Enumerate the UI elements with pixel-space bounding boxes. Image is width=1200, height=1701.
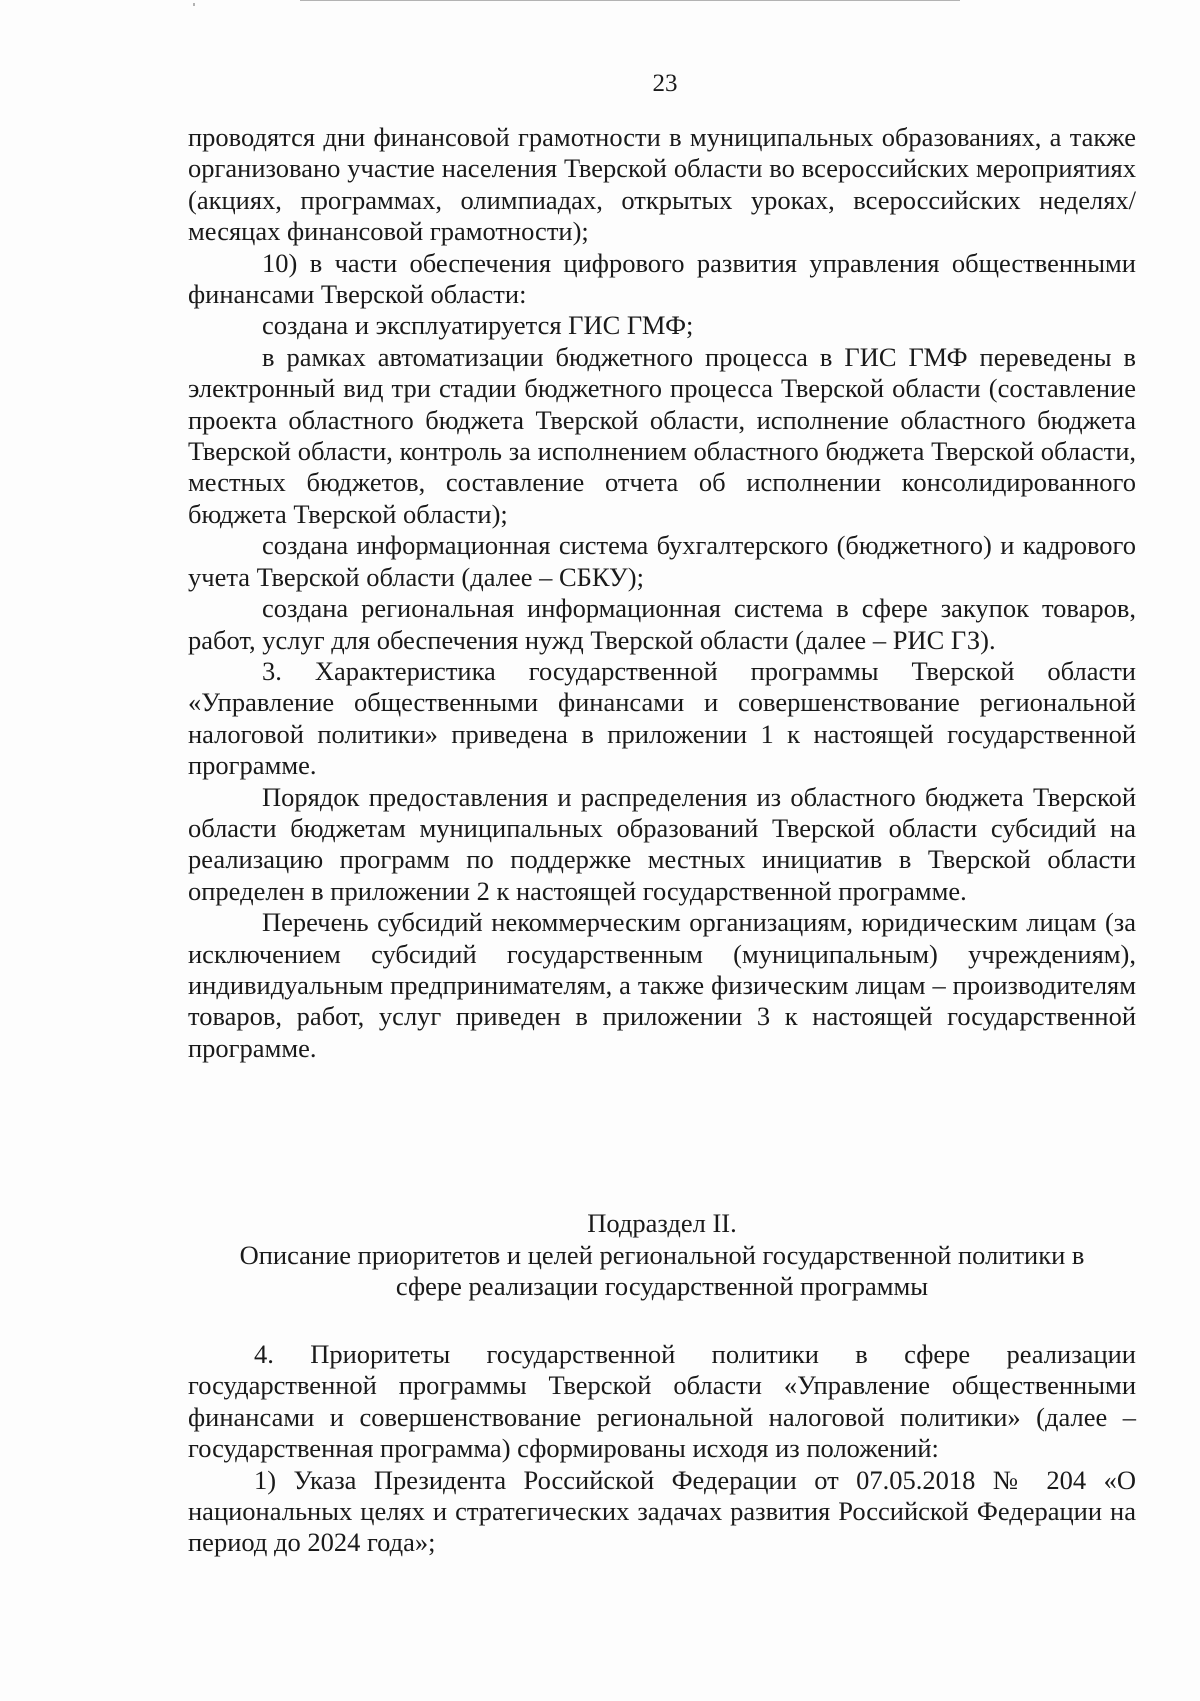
paragraph-program-characteristics: 3. Характеристика государственной программы Тверской области «Управление общественными финансами и совершенствование региональной налоговой политики» приведена в приложении 1 к настоящей государственной программе. bbox=[188, 655, 1136, 781]
paragraph-subsidy-procedure: Порядок предоставления и распределения из областного бюджета Тверской области бюджетам муниципальных образований Тверской области субсидий на реализацию программ по поддержке местных инициатив в Тверской области определен в приложении 2 к настоящей государственной программе. bbox=[188, 781, 1136, 906]
paragraph-priorities: 4. Приоритеты государственной политики в сфере реализации государственной программы Тверской области «Управление общественными финансами и совершенствование региональной налоговой политики» (далее – государственная программа) сформированы исходя из положений: bbox=[188, 1339, 1136, 1464]
scan-artifact-top-line bbox=[300, 0, 960, 1]
scan-artifact-dot bbox=[193, 3, 195, 6]
paragraph-ris-gz: создана региональная информационная система в сфере закупок товаров, работ, услуг для обеспечения нужд Тверской области (далее – РИС ГЗ). bbox=[188, 593, 1136, 655]
paragraph-subsidy-list: Перечень субсидий некоммерческим организациям, юридическим лицам (за исключением субсидий государственным (муниципальным) учреждениям), индивидуальным предпринимателям, а также физическим лицам – производителям товаров, работ, услуг приведен в приложении 3 к настоящей государственной программе. bbox=[188, 907, 1136, 1063]
section-title-line-1: Описание приоритетов и целей региональной государственной политики в bbox=[239, 1240, 1085, 1270]
section-label bbox=[188, 1208, 1136, 1239]
paragraph-budget-automation: в рамках автоматизации бюджетного процесса в ГИС ГМФ переведены в электронный вид три стадии бюджетного процесса Тверской области (составление проекта областного бюджета Тверской области, исполнение областного бюджета Тверской области, контроль за исполнением областного бюджета Тверской области, местных бюджетов, составление отчета об исполнении консолидированного бюджета Тверской области); bbox=[188, 341, 1136, 529]
paragraph-sbku: создана информационная система бухгалтерского (бюджетного) и кадрового учета Тверской области (далее – СБКУ); bbox=[188, 530, 1136, 592]
body-text bbox=[188, 122, 1136, 1064]
section-title bbox=[188, 1240, 1136, 1303]
page-number: 23 bbox=[652, 70, 678, 97]
paragraph-digital-development: 10) в части обеспечения цифрового развития управления общественными финансами Тверской области: bbox=[188, 247, 1136, 310]
section-title-line-2: сфере реализации государственной программы bbox=[395, 1271, 929, 1302]
paragraph-gis-gmf: создана и эксплуатируется ГИС ГМФ; bbox=[262, 310, 694, 341]
paragraph-presidential-decree: 1) Указа Президента Российской Федерации от 07.05.2018 № 204 «О национальных целях и стратегических задачах развития Российской Федерации на период до 2024 года»; bbox=[188, 1464, 1136, 1558]
section-label-text: Подраздел II. bbox=[587, 1208, 737, 1238]
section-body bbox=[188, 1339, 1136, 1559]
paragraph-financial-literacy: проводятся дни финансовой грамотности в муниципальных образованиях, а также организовано участие населения Тверской области во всероссийских мероприятиях (акциях, программах, олимпиадах, открытых уроках, всероссийских неделях/месяцах финансовой грамотности); bbox=[188, 122, 1136, 247]
